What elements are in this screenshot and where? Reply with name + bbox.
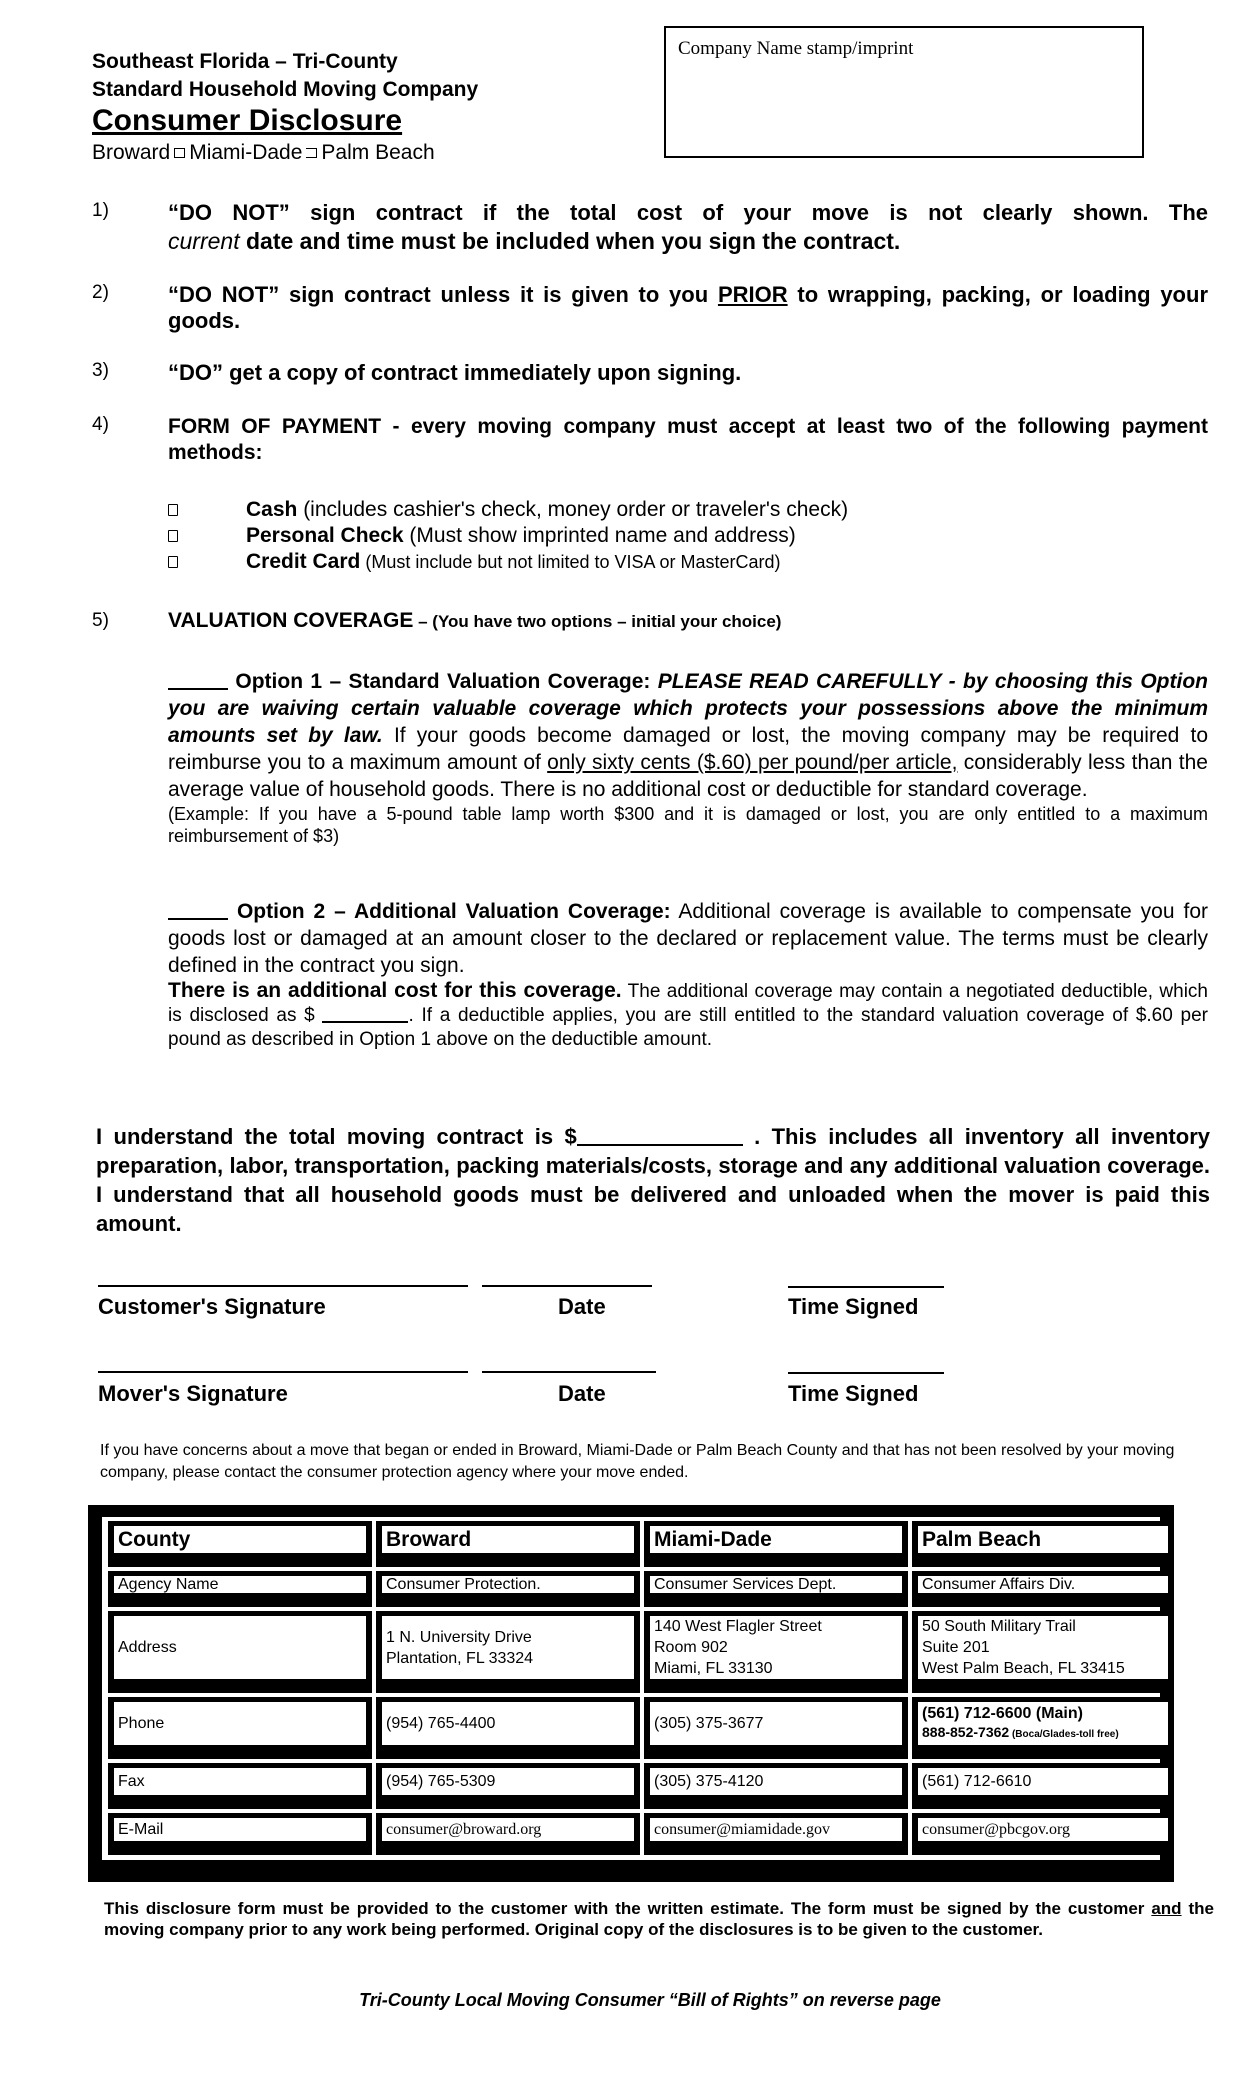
- table-cell: [912, 1763, 1174, 1809]
- item-1-number: 1): [92, 200, 109, 221]
- miami-address-line-3: Miami, FL 33130: [654, 1660, 773, 1677]
- option-1-limit: only sixty cents ($.60) per pound/per article,: [547, 751, 958, 774]
- table-row-email: [108, 1813, 372, 1855]
- item-4-text: [168, 414, 1208, 466]
- payment-credit-card-label: Credit Card: [246, 550, 361, 573]
- item-4-number: 4): [92, 414, 109, 435]
- table-cell: [376, 1813, 640, 1855]
- table-cell: [912, 1697, 1174, 1759]
- row-label-email: E-Mail: [114, 1818, 366, 1841]
- footer-text-a: This disclosure form must be provided to the customer with the written estimate. The form must be signed by the customer: [104, 1899, 1152, 1918]
- deductible-amount-field[interactable]: [322, 1005, 408, 1023]
- item-1-rest: date and time must be included when you sign the contract.: [239, 228, 901, 254]
- item-2-text-b: to wrapping, packing, or loading your goods.: [168, 282, 1208, 333]
- table-cell: [644, 1763, 908, 1809]
- agreement-text-a: I understand the total moving contract is $: [96, 1124, 577, 1149]
- item-2-text: [168, 282, 1208, 334]
- row-label-phone: Phone: [114, 1702, 366, 1745]
- table-row-fax: [108, 1763, 372, 1809]
- customer-signature-line[interactable]: [98, 1285, 468, 1287]
- customer-signature-label: Customer's Signature: [98, 1294, 326, 1319]
- header-miami-dade: Miami-Dade: [650, 1526, 902, 1553]
- palm-phone-tollfree-note: (Boca/Glades-toll free): [1009, 1728, 1119, 1740]
- county-palm-beach-label: Palm Beach: [321, 141, 435, 164]
- item-5-text: [168, 608, 1208, 635]
- item-1-line-1: “DO NOT” sign contract if the total cost of your move is not clearly shown. The: [168, 200, 1208, 225]
- table-cell: [376, 1571, 640, 1607]
- broward-address: [382, 1616, 634, 1679]
- county-miami-dade-label: Miami-Dade: [189, 141, 303, 164]
- miami-agency-name: Consumer Services Dept.: [650, 1576, 902, 1593]
- header-broward: Broward: [382, 1526, 634, 1553]
- payment-personal-check-checkbox[interactable]: [168, 530, 178, 542]
- company-stamp-box[interactable]: [664, 26, 1144, 158]
- miami-fax: (305) 375-4120: [650, 1768, 902, 1795]
- option-1-warning: PLEASE READ CAREFULLY - by choosing this Option you are waiving certain valuable coverage which protects your possessions above the minimum amounts set by law.: [168, 670, 1208, 747]
- item-3-number: 3): [92, 360, 109, 381]
- mover-signature-line[interactable]: [98, 1371, 468, 1373]
- mover-date-label: Date: [558, 1381, 606, 1406]
- option-2-initial-field[interactable]: [168, 902, 228, 920]
- valuation-heading: VALUATION COVERAGE: [168, 609, 414, 632]
- item-3-text: “DO” get a copy of contract immediately upon signing.: [168, 360, 742, 385]
- option-2-title: Option 2 – Additional Valuation Coverage:: [236, 900, 671, 923]
- mover-time-label: Time Signed: [788, 1381, 919, 1406]
- table-row-phone: [108, 1697, 372, 1759]
- payment-credit-card-row: [168, 549, 781, 575]
- miami-phone: (305) 375-3677: [650, 1702, 902, 1745]
- table-cell: [644, 1571, 908, 1607]
- option-2-block: [168, 898, 1208, 1052]
- miami-email-link[interactable]: consumer@miamidade.gov: [650, 1818, 902, 1841]
- palm-address: [918, 1616, 1168, 1679]
- payment-personal-check-label: Personal Check: [246, 524, 404, 547]
- broward-agency-name: Consumer Protection.: [382, 1576, 634, 1593]
- footer-and: and: [1151, 1899, 1182, 1918]
- item-2-number: 2): [92, 282, 109, 303]
- table-row-address: [108, 1611, 372, 1693]
- option-2-text: Additional coverage is available to compensate you for goods lost or damaged at an amount closer to the declared or replacement value. The terms must be clearly defined in the contract you sign.: [168, 900, 1208, 977]
- footer-disclosure-note: [104, 1898, 1214, 1940]
- table-row-agency-name: [108, 1571, 372, 1607]
- concerns-note: If you have concerns about a move that began or ended in Broward, Miami-Dade or Palm Beach County and that has not been resolved by your moving company, please contact the consumer protection agency where your move ended.: [100, 1442, 1175, 1481]
- miami-address: [650, 1616, 902, 1679]
- option-1-example: (Example: If you have a 5-pound table lamp worth $300 and it is damaged or lost, you are only entitled to a maximum reimbursement of $3): [168, 804, 1208, 846]
- miami-address-line-2: Room 902: [654, 1639, 728, 1656]
- payment-cash-detail: (includes cashier's check, money order or traveler's check): [297, 498, 849, 521]
- company-stamp-label: Company Name stamp/imprint: [678, 38, 914, 59]
- option-1-block: [168, 668, 1208, 847]
- mover-signature-label: Mover's Signature: [98, 1381, 288, 1406]
- row-label-address: Address: [114, 1616, 366, 1679]
- payment-cash-checkbox[interactable]: [168, 504, 178, 516]
- mover-date-line[interactable]: [482, 1371, 656, 1373]
- row-label-agency-name: Agency Name: [114, 1576, 366, 1593]
- item-2-prior: PRIOR: [717, 282, 788, 307]
- table-header-cell: [912, 1521, 1174, 1567]
- customer-time-line[interactable]: [788, 1286, 944, 1288]
- broward-phone: (954) 765-4400: [382, 1702, 634, 1745]
- option-1-initial-field[interactable]: [168, 672, 228, 690]
- option-2-cost-text-b: . If a deductible applies, you are still entitled to the standard valuation coverage of $.60 per pound as described in Option 1 above on the deductible amount.: [168, 1005, 1208, 1050]
- customer-date-line[interactable]: [482, 1285, 652, 1287]
- option-2-cost-text-a: The additional coverage may contain a negotiated deductible, which is disclosed as $: [168, 981, 1208, 1026]
- footer-text-b: the moving company prior to any work being performed. Original copy of the disclosures is to be given to the customer.: [104, 1899, 1214, 1939]
- option-1-title: Option 1 – Standard Valuation Coverage:: [235, 670, 651, 693]
- table-header-cell: [644, 1521, 908, 1567]
- row-label-fax: Fax: [114, 1768, 366, 1795]
- item-2-text-a: “DO NOT” sign contract unless it is given to you: [168, 282, 718, 307]
- table-cell: [376, 1697, 640, 1759]
- item-1-line-2: [168, 228, 1208, 254]
- county-broward-label: Broward: [92, 141, 171, 164]
- palm-phone: [918, 1702, 1168, 1745]
- agency-contact-table: [88, 1505, 1174, 1882]
- table-header-cell: [108, 1521, 372, 1567]
- agreement-text-b: . This includes all inventory all inventory preparation, labor, transportation, packing materials/costs, storage and any additional valuation coverage. I understand that all household goods must be delivered and unloaded when the mover is paid this amount.: [96, 1124, 1210, 1236]
- miami-address-line-1: 140 West Flagler Street: [654, 1618, 822, 1635]
- option-1-text-b: considerably less than the average value of household goods. There is no additional cost or deductible for standard coverage.: [168, 751, 1208, 801]
- total-cost-agreement: [96, 1122, 1210, 1238]
- customer-date-label: Date: [558, 1294, 606, 1319]
- payment-credit-card-checkbox[interactable]: [168, 556, 178, 568]
- total-contract-amount-field[interactable]: [577, 1128, 743, 1146]
- mover-time-line[interactable]: [788, 1372, 944, 1374]
- palm-phone-tollfree: 888-852-7362: [922, 1723, 1010, 1740]
- palm-fax: (561) 712-6610: [918, 1768, 1168, 1795]
- table-cell: [912, 1571, 1174, 1607]
- header-line-2: Standard Household Moving Company: [92, 78, 479, 101]
- page-title: Consumer Disclosure: [92, 104, 403, 137]
- broward-address-line-2: Plantation, FL 33324: [386, 1649, 534, 1667]
- header-county: County: [114, 1526, 366, 1553]
- item-4-heading: FORM OF PAYMENT: [168, 415, 382, 438]
- header-line-1: Southeast Florida – Tri-County: [92, 50, 398, 73]
- table-cell: [644, 1813, 908, 1855]
- option-2-cost-notice: There is an additional cost for this coverage.: [168, 979, 622, 1002]
- palm-address-line-3: West Palm Beach, FL 33415: [922, 1660, 1125, 1677]
- payment-personal-check-detail: (Must show imprinted name and address): [403, 524, 796, 547]
- county-checkbox-palm-beach[interactable]: [306, 148, 317, 158]
- header-palm-beach: Palm Beach: [918, 1526, 1168, 1553]
- table-cell: [376, 1611, 640, 1693]
- item-4-body: - every moving company must accept at least two of the following payment methods:: [168, 415, 1208, 464]
- option-1-text-a: If your goods become damaged or lost, the moving company may be required to reimburse you to a maximum amount of: [168, 724, 1209, 774]
- broward-fax: (954) 765-5309: [382, 1768, 634, 1795]
- table-cell: [644, 1697, 908, 1759]
- payment-credit-card-detail: (Must include but not limited to VISA or MasterCard): [360, 552, 781, 572]
- item-1-current-word: current: [168, 228, 240, 254]
- palm-address-line-1: 50 South Military Trail: [922, 1618, 1076, 1635]
- broward-email-link[interactable]: consumer@broward.org: [382, 1818, 634, 1841]
- palm-email-link[interactable]: consumer@pbcgov.org: [918, 1818, 1168, 1841]
- palm-address-line-2: Suite 201: [922, 1639, 990, 1656]
- payment-cash-label: Cash: [246, 498, 298, 521]
- county-checkbox-miami-dade[interactable]: [174, 148, 185, 158]
- payment-cash-row: [168, 497, 849, 523]
- valuation-subheading: – (You have two options – initial your choice): [413, 612, 782, 631]
- palm-agency-name: Consumer Affairs Div.: [918, 1576, 1168, 1593]
- palm-phone-main: (561) 712-6600 (Main): [922, 1704, 1083, 1722]
- customer-time-label: Time Signed: [788, 1294, 919, 1319]
- broward-address-line-1: 1 N. University Drive: [386, 1628, 532, 1646]
- table-cell: [376, 1763, 640, 1809]
- county-checklist: [92, 140, 435, 166]
- payment-personal-check-row: [168, 523, 796, 549]
- item-5-number: 5): [92, 610, 109, 631]
- reverse-page-note: Tri-County Local Moving Consumer “Bill of Rights” on reverse page: [359, 1990, 941, 2010]
- table-cell: [912, 1611, 1174, 1693]
- table-cell: [644, 1611, 908, 1693]
- table-cell: [912, 1813, 1174, 1855]
- table-header-cell: [376, 1521, 640, 1567]
